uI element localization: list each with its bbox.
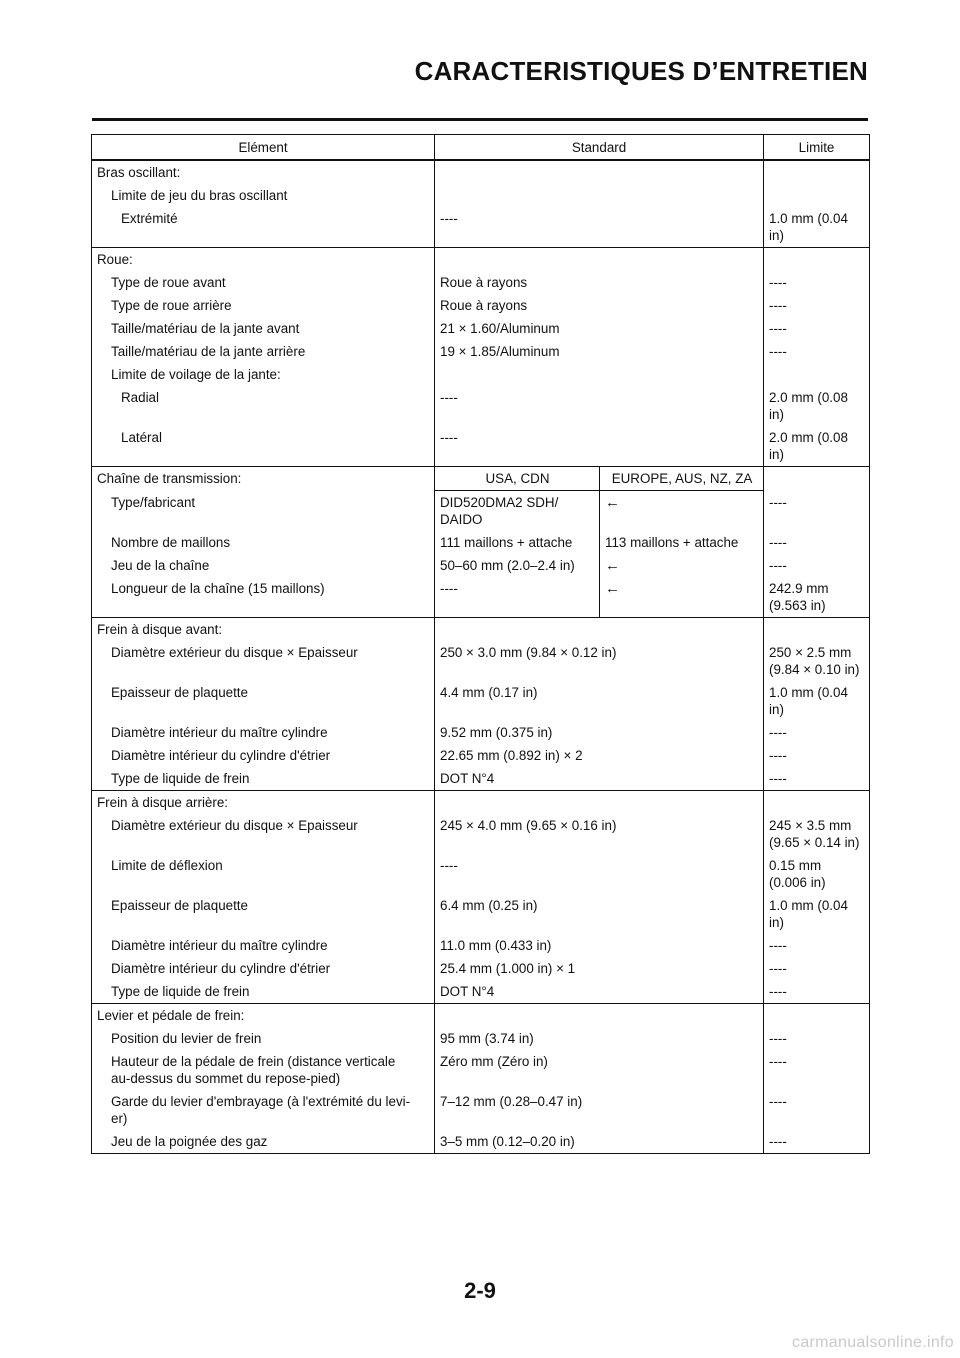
table-row (92, 1050, 870, 1090)
limit-value: ---- (764, 271, 870, 294)
table-row (92, 767, 870, 791)
table-row (92, 791, 870, 815)
table-row (92, 641, 870, 681)
row-label: Diamètre intérieur du maître cylindre (92, 721, 435, 744)
standard-value: ---- (435, 386, 764, 426)
standard-value: ---- (435, 426, 764, 467)
row-label: Type de liquide de frein (92, 767, 435, 791)
standard-value: ---- (435, 577, 600, 618)
row-label: Radial (92, 386, 435, 426)
row-label: Type de roue avant (92, 271, 435, 294)
limit-value: ---- (764, 957, 870, 980)
table-row (92, 980, 870, 1004)
standard-value: 6.4 mm (0.25 in) (435, 894, 764, 934)
row-label: Limite de déflexion (92, 854, 435, 894)
standard-value: 250 × 3.0 mm (9.84 × 0.12 in) (435, 641, 764, 681)
row-label: Limite de jeu du bras oscillant (92, 184, 435, 207)
table-row (92, 184, 870, 207)
row-label: Epaisseur de plaquette (92, 894, 435, 934)
table-row (92, 294, 870, 317)
standard-value: 245 × 4.0 mm (9.65 × 0.16 in) (435, 814, 764, 854)
standard-value: 50–60 mm (2.0–2.4 in) (435, 554, 600, 577)
standard-value: 3–5 mm (0.12–0.20 in) (435, 1130, 764, 1154)
section-heading: Chaîne de transmission: (92, 467, 435, 491)
same-as-left-arrow-icon: ← (600, 577, 764, 618)
standard-value: 19 × 1.85/Aluminum (435, 340, 764, 363)
table-row (92, 491, 870, 532)
standard-value: ---- (435, 207, 764, 248)
limit-value: 2.0 mm (0.08 in) (764, 386, 870, 426)
title-rule (92, 118, 868, 121)
table-row (92, 386, 870, 426)
limit-value: 0.15 mm (0.006 in) (764, 854, 870, 894)
standard-value: 21 × 1.60/Aluminum (435, 317, 764, 340)
table-row (92, 317, 870, 340)
maintenance-spec-table (91, 134, 870, 1154)
table-row (92, 363, 870, 386)
row-label: Longueur de la chaîne (15 maillons) (92, 577, 435, 618)
limit-value: ---- (764, 317, 870, 340)
standard-value: 7–12 mm (0.28–0.47 in) (435, 1090, 764, 1130)
limit-value: ---- (764, 934, 870, 957)
standard-value: 95 mm (3.74 in) (435, 1027, 764, 1050)
table-row (92, 577, 870, 618)
standard-value: 111 maillons + attache (435, 531, 600, 554)
row-label: Diamètre intérieur du maître cylindre (92, 934, 435, 957)
standard-value: 22.65 mm (0.892 in) × 2 (435, 744, 764, 767)
section-heading: Roue: (92, 248, 435, 272)
table-row (92, 854, 870, 894)
limit-value: 242.9 mm (9.563 in) (764, 577, 870, 618)
row-label: Taille/matériau de la jante arrière (92, 340, 435, 363)
page-title: CARACTERISTIQUES D’ENTRETIEN (414, 56, 868, 86)
standard-value: Roue à rayons (435, 271, 764, 294)
standard-value: 11.0 mm (0.433 in) (435, 934, 764, 957)
limit-value: ---- (764, 767, 870, 791)
table-row (92, 531, 870, 554)
watermark: carmanualsonline.info (792, 1334, 954, 1351)
row-label: Extrémité (92, 207, 435, 248)
table-row (92, 467, 870, 491)
row-label: Type de liquide de frein (92, 980, 435, 1004)
row-label: Diamètre extérieur du disque × Epaisseur (92, 641, 435, 681)
row-label: Jeu de la poignée des gaz (92, 1130, 435, 1154)
section-heading: Bras oscillant: (92, 160, 435, 184)
same-as-left-arrow-icon: ← (600, 491, 764, 532)
limit-value: ---- (764, 491, 870, 532)
row-label: Taille/matériau de la jante avant (92, 317, 435, 340)
standard-value: 4.4 mm (0.17 in) (435, 681, 764, 721)
table-row (92, 1130, 870, 1154)
row-label: Garde du levier d'embrayage (à l'extrémité du levi- er) (92, 1090, 435, 1130)
row-label: Latéral (92, 426, 435, 467)
table-row (92, 681, 870, 721)
limit-value: ---- (764, 1050, 870, 1090)
limit-value: 2.0 mm (0.08 in) (764, 426, 870, 467)
region-header-usa-cdn: USA, CDN (435, 467, 600, 491)
standard-value: 9.52 mm (0.375 in) (435, 721, 764, 744)
table-row (92, 1090, 870, 1130)
row-label: Diamètre intérieur du cylindre d'étrier (92, 744, 435, 767)
column-header-element: Elément (92, 135, 435, 161)
region-header-europe: EUROPE, AUS, NZ, ZA (600, 467, 764, 491)
standard-value: DOT N°4 (435, 980, 764, 1004)
standard-value: 25.4 mm (1.000 in) × 1 (435, 957, 764, 980)
table-row (92, 340, 870, 363)
limit-value: ---- (764, 340, 870, 363)
row-label: Hauteur de la pédale de frein (distance verticale au-dessus du sommet du repose-pied) (92, 1050, 435, 1090)
limit-value: ---- (764, 980, 870, 1004)
row-label: Type de roue arrière (92, 294, 435, 317)
standard-value: Zéro mm (Zéro in) (435, 1050, 764, 1090)
table-row (92, 721, 870, 744)
limit-value: ---- (764, 554, 870, 577)
limit-value: ---- (764, 1027, 870, 1050)
standard-value: Roue à rayons (435, 294, 764, 317)
limit-value: 1.0 mm (0.04 in) (764, 681, 870, 721)
column-header-limit: Limite (764, 135, 870, 161)
table-row (92, 744, 870, 767)
table-row (92, 248, 870, 272)
row-label: Limite de voilage de la jante: (92, 363, 435, 386)
row-label: Jeu de la chaîne (92, 554, 435, 577)
table-row (92, 957, 870, 980)
table-row (92, 814, 870, 854)
table-row (92, 207, 870, 248)
table-row (92, 1027, 870, 1050)
page-number: 2-9 (464, 1278, 496, 1303)
same-as-left-arrow-icon: ← (600, 554, 764, 577)
standard-value: DOT N°4 (435, 767, 764, 791)
table-row (92, 618, 870, 642)
table-row (92, 1004, 870, 1028)
limit-value: ---- (764, 744, 870, 767)
table-row (92, 160, 870, 184)
limit-value: ---- (764, 294, 870, 317)
row-label: Diamètre intérieur du cylindre d'étrier (92, 957, 435, 980)
row-label: Diamètre extérieur du disque × Epaisseur (92, 814, 435, 854)
limit-value: 245 × 3.5 mm (9.65 × 0.14 in) (764, 814, 870, 854)
limit-value: 250 × 2.5 mm (9.84 × 0.10 in) (764, 641, 870, 681)
standard-value: DID520DMA2 SDH/ DAIDO (435, 491, 600, 532)
limit-value: 1.0 mm (0.04 in) (764, 894, 870, 934)
table-header-row (92, 135, 870, 161)
section-heading: Levier et pédale de frein: (92, 1004, 435, 1028)
row-label: Nombre de maillons (92, 531, 435, 554)
section-heading: Frein à disque avant: (92, 618, 435, 642)
standard-value: ---- (435, 854, 764, 894)
table-row (92, 426, 870, 467)
limit-value: ---- (764, 721, 870, 744)
row-label: Type/fabricant (92, 491, 435, 532)
limit-value: ---- (764, 1090, 870, 1130)
table-row (92, 894, 870, 934)
limit-value: ---- (764, 1130, 870, 1154)
column-header-standard: Standard (435, 135, 764, 161)
standard-value: 113 maillons + attache (600, 531, 764, 554)
limit-value: ---- (764, 531, 870, 554)
limit-value: 1.0 mm (0.04 in) (764, 207, 870, 248)
table-row (92, 934, 870, 957)
row-label: Epaisseur de plaquette (92, 681, 435, 721)
row-label: Position du levier de frein (92, 1027, 435, 1050)
table-row (92, 271, 870, 294)
table-row (92, 554, 870, 577)
section-heading: Frein à disque arrière: (92, 791, 435, 815)
